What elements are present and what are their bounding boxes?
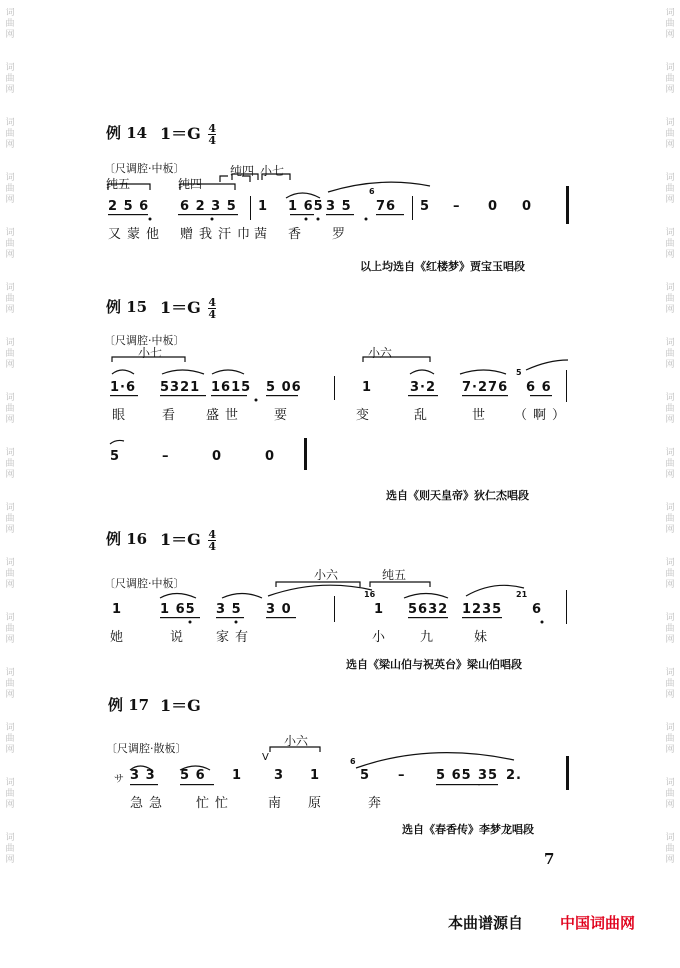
- meter-bottom: 4: [208, 134, 217, 147]
- note-group: 3 5: [326, 199, 352, 214]
- interval-label: 纯五: [382, 568, 407, 582]
- lyric: 眼: [112, 408, 132, 423]
- note-group: 0: [265, 449, 276, 464]
- watermark-glyph: 网: [665, 855, 675, 865]
- watermark-glyph: 曲: [665, 404, 675, 414]
- watermark-glyph: 词: [5, 668, 15, 678]
- source-credit: 以上均选自《红楼梦》贾宝玉唱段: [360, 260, 525, 273]
- watermark-glyph: 网: [665, 800, 675, 810]
- example-17-title: 例 17: [108, 696, 150, 714]
- interval-label: 小六: [284, 734, 309, 748]
- watermark-glyph: 曲: [665, 74, 675, 84]
- lyric: 变: [356, 408, 376, 423]
- lyric: 说: [170, 630, 190, 645]
- example-14-mode: 〔尺调腔·中板〕: [104, 162, 185, 175]
- footer-site-name[interactable]: 中国词曲网: [560, 914, 636, 932]
- watermark-glyph: 曲: [5, 74, 15, 84]
- barline: [250, 196, 251, 220]
- watermark-glyph: 词: [5, 8, 15, 18]
- final-barline: [566, 756, 569, 790]
- watermark-glyph: 网: [665, 85, 675, 95]
- example-14-key: [160, 121, 216, 146]
- example-16-key: [160, 527, 216, 552]
- note-group: 6: [532, 602, 543, 617]
- watermark-glyph: 曲: [5, 459, 15, 469]
- watermark-glyph: 曲: [665, 294, 675, 304]
- watermark-glyph: 曲: [665, 679, 675, 689]
- interval-label: 纯五: [106, 177, 131, 191]
- example-14-title: 例 14: [106, 124, 148, 142]
- watermark-glyph: 词: [665, 723, 675, 733]
- watermark-glyph: 网: [5, 195, 15, 205]
- watermark-glyph: 网: [665, 250, 675, 260]
- time-signature: [208, 297, 216, 320]
- watermark-glyph: 网: [665, 360, 675, 370]
- interval-label: 纯四: [230, 164, 255, 178]
- watermark-glyph: 词: [665, 173, 675, 183]
- footer-source-label: 本曲谱源自: [448, 914, 524, 932]
- note-group: 5 65: [436, 768, 472, 783]
- key-signature: 1＝G: [160, 124, 201, 143]
- lyric: 看: [162, 408, 182, 423]
- lyric: 家有: [216, 630, 255, 645]
- grace-note: 21: [516, 590, 528, 599]
- key-signature: 1＝G: [160, 298, 201, 317]
- watermark-glyph: 词: [665, 558, 675, 568]
- example-16-mode: 〔尺调腔·中板〕: [104, 577, 185, 590]
- grace-note: 5: [516, 368, 522, 377]
- final-barline: [566, 186, 569, 224]
- source-credit: 选自《梁山伯与祝英台》梁山伯唱段: [346, 658, 522, 671]
- note-group: 1 65: [160, 602, 196, 617]
- watermark-glyph: 曲: [5, 404, 15, 414]
- meter-bottom: 4: [208, 540, 217, 553]
- breath-mark: V: [262, 752, 269, 763]
- note-group: 2.: [506, 768, 522, 783]
- grace-note: 6: [369, 187, 375, 196]
- watermark-glyph: 曲: [665, 789, 675, 799]
- page-number: 7: [544, 850, 555, 868]
- lyric: 盛世: [206, 408, 245, 423]
- watermark-glyph: 网: [5, 305, 15, 315]
- watermark-glyph: 网: [5, 470, 15, 480]
- note-group: 6 2 3 5: [180, 199, 237, 214]
- note-group: 1: [310, 768, 321, 783]
- note-group: 3·2: [410, 380, 437, 395]
- watermark-glyph: 网: [5, 30, 15, 40]
- lyric: 她: [110, 630, 130, 645]
- note-group: 5: [420, 199, 431, 214]
- note-group: 2 5 6: [108, 199, 150, 214]
- example-15-title: 例 15: [106, 298, 148, 316]
- note-group: 0: [488, 199, 499, 214]
- watermark-glyph: 词: [665, 668, 675, 678]
- watermark-glyph: 曲: [5, 239, 15, 249]
- note-group: –: [162, 449, 170, 464]
- lyric: 世: [472, 408, 492, 423]
- lyric: 又蒙他: [108, 227, 166, 242]
- watermark-glyph: 曲: [5, 734, 15, 744]
- interval-label: 小七: [138, 346, 163, 360]
- note-group: 1·6: [110, 380, 137, 395]
- note-group: 5: [360, 768, 371, 783]
- note-group: 6 6: [526, 380, 552, 395]
- lyric: 急急: [130, 796, 169, 811]
- time-signature: [208, 123, 216, 146]
- grace-note: 6: [350, 757, 356, 766]
- example-17-mode: 〔尺调腔·散板〕: [106, 742, 187, 755]
- watermark-glyph: 词: [665, 8, 675, 18]
- watermark-glyph: 曲: [665, 19, 675, 29]
- watermark-glyph: 曲: [5, 349, 15, 359]
- note-group: 1: [362, 380, 373, 395]
- interval-label: 小六: [368, 346, 393, 360]
- source-credit: 选自《则天皇帝》狄仁杰唱段: [386, 489, 529, 502]
- lyric: 乱: [414, 408, 434, 423]
- watermark-glyph: 网: [5, 415, 15, 425]
- watermark-glyph: 网: [5, 140, 15, 150]
- watermark-glyph: 词: [665, 833, 675, 843]
- note-group: 0: [522, 199, 533, 214]
- watermark-glyph: 网: [665, 580, 675, 590]
- watermark-glyph: 网: [5, 855, 15, 865]
- lyric: 罗: [332, 227, 352, 242]
- meter-top: 4: [208, 296, 217, 309]
- watermark-glyph: 网: [665, 30, 675, 40]
- watermark-glyph: 曲: [665, 184, 675, 194]
- watermark-glyph: 词: [665, 338, 675, 348]
- watermark-glyph: 词: [665, 283, 675, 293]
- watermark-glyph: 曲: [5, 844, 15, 854]
- watermark-glyph: 曲: [665, 349, 675, 359]
- watermark-glyph: 网: [5, 580, 15, 590]
- watermark-glyph: 网: [665, 415, 675, 425]
- final-barline: [304, 438, 307, 470]
- barline: [566, 590, 567, 624]
- lyric: 茜: [254, 227, 274, 242]
- watermark-glyph: 网: [665, 305, 675, 315]
- lyric: 赠我汗巾: [180, 227, 257, 242]
- watermark-glyph: 曲: [5, 789, 15, 799]
- watermark-glyph: 曲: [5, 514, 15, 524]
- watermark-glyph: 词: [5, 558, 15, 568]
- watermark-glyph: 曲: [5, 569, 15, 579]
- watermark-glyph: 曲: [5, 129, 15, 139]
- note-group: 3 3: [130, 768, 156, 783]
- note-group: 1: [374, 602, 385, 617]
- example-15-key: [160, 295, 216, 320]
- interval-label: 小七: [260, 164, 285, 178]
- barline: [412, 196, 413, 220]
- watermark-glyph: 词: [665, 448, 675, 458]
- watermark-glyph: 网: [665, 745, 675, 755]
- watermark-glyph: 词: [665, 778, 675, 788]
- watermark-glyph: 网: [5, 525, 15, 535]
- watermark-glyph: 词: [5, 778, 15, 788]
- note-group: 76: [376, 199, 397, 214]
- barline: [566, 370, 567, 402]
- note-group: 3: [274, 768, 285, 783]
- note-group: 1235: [462, 602, 503, 617]
- watermark-glyph: 词: [5, 173, 15, 183]
- meter-top: 4: [208, 528, 217, 541]
- watermark-glyph: 网: [5, 745, 15, 755]
- watermark-glyph: 曲: [665, 514, 675, 524]
- lyric: 南: [268, 796, 288, 811]
- watermark-glyph: 曲: [665, 624, 675, 634]
- watermark-glyph: 网: [5, 690, 15, 700]
- note-group: 1: [112, 602, 123, 617]
- watermark-glyph: 词: [5, 393, 15, 403]
- lyric: 妹: [474, 630, 494, 645]
- meter-bottom: 4: [208, 308, 217, 321]
- example-16-title: 例 16: [106, 530, 148, 548]
- note-group: 5 06: [266, 380, 302, 395]
- note-group: 3 5: [216, 602, 242, 617]
- watermark-glyph: 网: [5, 85, 15, 95]
- barline: [334, 596, 335, 622]
- key-signature: 1＝G: [160, 530, 201, 549]
- watermark-glyph: 词: [5, 118, 15, 128]
- note-group: 7·276: [462, 380, 509, 395]
- watermark-glyph: 词: [665, 63, 675, 73]
- watermark-glyph: 曲: [5, 294, 15, 304]
- lyric: 要: [274, 408, 294, 423]
- meter-top: 4: [208, 122, 217, 135]
- grace-note: 16: [364, 590, 376, 599]
- barline: [334, 376, 335, 400]
- watermark-glyph: 词: [5, 283, 15, 293]
- watermark-glyph: 网: [5, 800, 15, 810]
- lyric: 香: [288, 227, 308, 242]
- note-group: –: [453, 199, 461, 214]
- note-group: 1 65: [288, 199, 324, 214]
- time-signature: [208, 529, 216, 552]
- watermark-glyph: 词: [5, 228, 15, 238]
- watermark-glyph: 词: [5, 723, 15, 733]
- lyric: 九: [420, 630, 440, 645]
- note-group: 5 6: [180, 768, 206, 783]
- interval-label: 小六: [314, 568, 339, 582]
- lyric: 奔: [368, 796, 388, 811]
- note-group: 1: [232, 768, 243, 783]
- lyric: 原: [308, 796, 328, 811]
- watermark-glyph: 曲: [5, 624, 15, 634]
- watermark-glyph: 词: [5, 503, 15, 513]
- note-group: 5632: [408, 602, 449, 617]
- watermark-glyph: 曲: [665, 844, 675, 854]
- lyric: 小: [372, 630, 392, 645]
- watermark-glyph: 词: [5, 63, 15, 73]
- watermark-glyph: 曲: [5, 679, 15, 689]
- note-group: 5321: [160, 380, 201, 395]
- watermark-glyph: 曲: [665, 734, 675, 744]
- watermark-glyph: 网: [5, 360, 15, 370]
- watermark-glyph: 词: [665, 118, 675, 128]
- watermark-glyph: 词: [5, 338, 15, 348]
- note-group: –: [398, 768, 406, 783]
- note-group: 35: [478, 768, 499, 783]
- note-group: 5: [110, 449, 121, 464]
- watermark-glyph: 曲: [665, 129, 675, 139]
- watermark-glyph: 网: [5, 635, 15, 645]
- watermark-glyph: 词: [5, 613, 15, 623]
- watermark-glyph: 曲: [5, 184, 15, 194]
- watermark-glyph: 网: [665, 140, 675, 150]
- interval-label: 纯四: [178, 177, 203, 191]
- watermark-glyph: 曲: [665, 239, 675, 249]
- watermark-glyph: 网: [5, 250, 15, 260]
- watermark-glyph: 曲: [665, 459, 675, 469]
- watermark-glyph: 曲: [665, 569, 675, 579]
- watermark-glyph: 网: [665, 470, 675, 480]
- lyric: （啊）: [514, 408, 572, 423]
- example-17-key: 1＝G: [160, 696, 201, 715]
- watermark-glyph: 网: [665, 635, 675, 645]
- watermark-glyph: 曲: [5, 19, 15, 29]
- watermark-glyph: 词: [5, 448, 15, 458]
- lyric: 忙忙: [196, 796, 235, 811]
- watermark-glyph: 词: [665, 613, 675, 623]
- watermark-glyph: 词: [5, 833, 15, 843]
- note-group: 1: [258, 199, 269, 214]
- watermark-glyph: 网: [665, 195, 675, 205]
- source-credit: 选自《春香传》李梦龙唱段: [402, 823, 534, 836]
- example-15-mode: 〔尺调腔·中板〕: [104, 334, 185, 347]
- note-group: 3 0: [266, 602, 292, 617]
- watermark-glyph: 网: [665, 690, 675, 700]
- watermark-glyph: 词: [665, 228, 675, 238]
- free-rhythm-mark: サ: [114, 774, 124, 785]
- note-group: 1615: [211, 380, 252, 395]
- note-group: 0: [212, 449, 223, 464]
- watermark-glyph: 词: [665, 503, 675, 513]
- watermark-glyph: 网: [665, 525, 675, 535]
- watermark-glyph: 词: [665, 393, 675, 403]
